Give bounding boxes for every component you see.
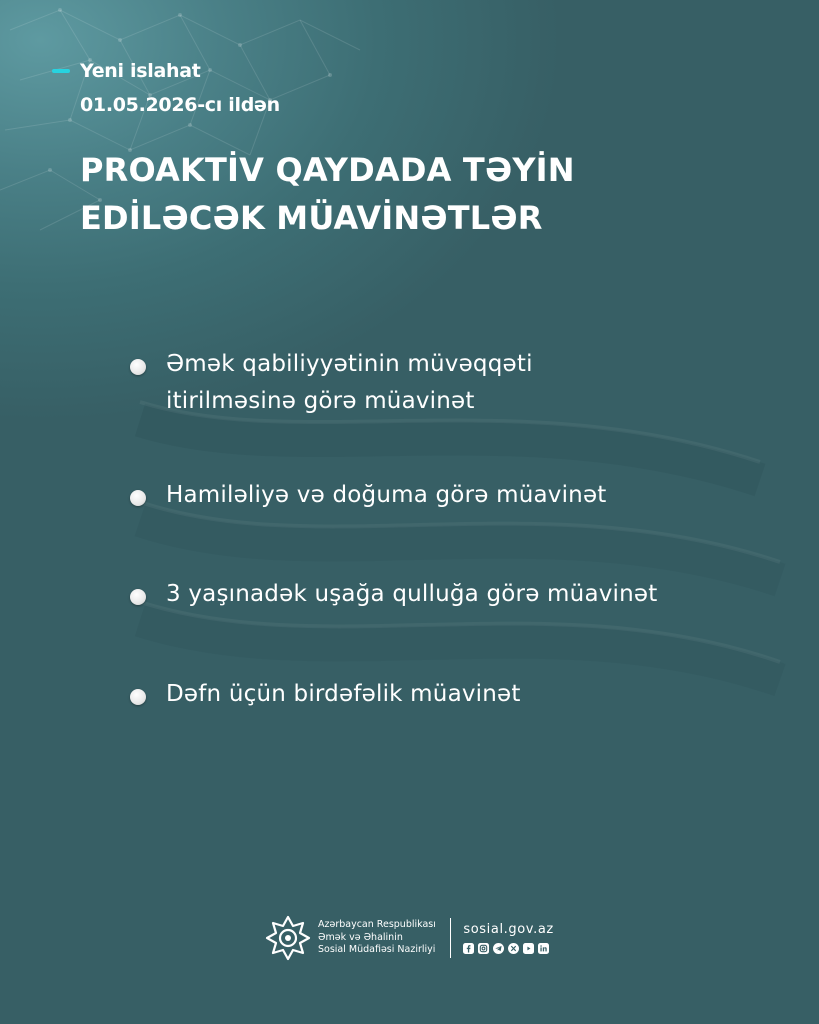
benefit-text-line: Əmək qabiliyyətinin müvəqqəti bbox=[166, 351, 533, 377]
benefit-text: Hamiləliyə və doğuma görə müavinət bbox=[166, 482, 607, 508]
ministry-name bbox=[318, 919, 436, 957]
instagram-icon[interactable] bbox=[478, 943, 489, 954]
accent-dash bbox=[52, 69, 70, 73]
benefit-item bbox=[130, 576, 658, 613]
facebook-icon[interactable] bbox=[463, 943, 474, 954]
kicker-label: Yeni islahat bbox=[80, 60, 201, 82]
footer-divider bbox=[450, 918, 452, 958]
benefit-text: Dəfn üçün birdəfəlik müavinət bbox=[166, 681, 521, 707]
kicker bbox=[52, 58, 280, 118]
website-link[interactable]: sosial.gov.az bbox=[463, 922, 554, 937]
youtube-icon[interactable] bbox=[523, 943, 534, 954]
social-icons bbox=[463, 943, 553, 954]
benefit-item bbox=[130, 346, 533, 420]
page-title bbox=[80, 146, 575, 242]
benefit-item bbox=[130, 676, 521, 713]
bullet-icon bbox=[130, 589, 146, 605]
ministry-emblem-icon bbox=[264, 914, 312, 962]
benefit-text: 3 yaşınadək uşağa qulluğa görə müavinət bbox=[166, 581, 658, 607]
bullet-icon bbox=[130, 359, 146, 375]
ministry-line: Azərbaycan Respublikası bbox=[318, 919, 436, 931]
x-icon[interactable] bbox=[508, 943, 519, 954]
kicker-date: 01.05.2026-cı ildən bbox=[80, 94, 280, 116]
bullet-icon bbox=[130, 490, 146, 506]
footer bbox=[264, 912, 554, 964]
benefit-text-line: itirilməsinə görə müavinət bbox=[166, 388, 475, 414]
telegram-icon[interactable] bbox=[493, 943, 504, 954]
bullet-icon bbox=[130, 689, 146, 705]
linkedin-icon[interactable] bbox=[538, 943, 549, 954]
title-line-2: EDİLƏCƏK MÜAVİNƏTLƏR bbox=[80, 199, 543, 237]
ministry-line: Sosial Müdafiəsi Nazirliyi bbox=[318, 944, 436, 956]
ministry-line: Əmək və Əhalinin bbox=[318, 931, 403, 943]
title-line-1: PROAKTİV QAYDADA TƏYİN bbox=[80, 151, 575, 189]
benefit-item bbox=[130, 477, 607, 514]
